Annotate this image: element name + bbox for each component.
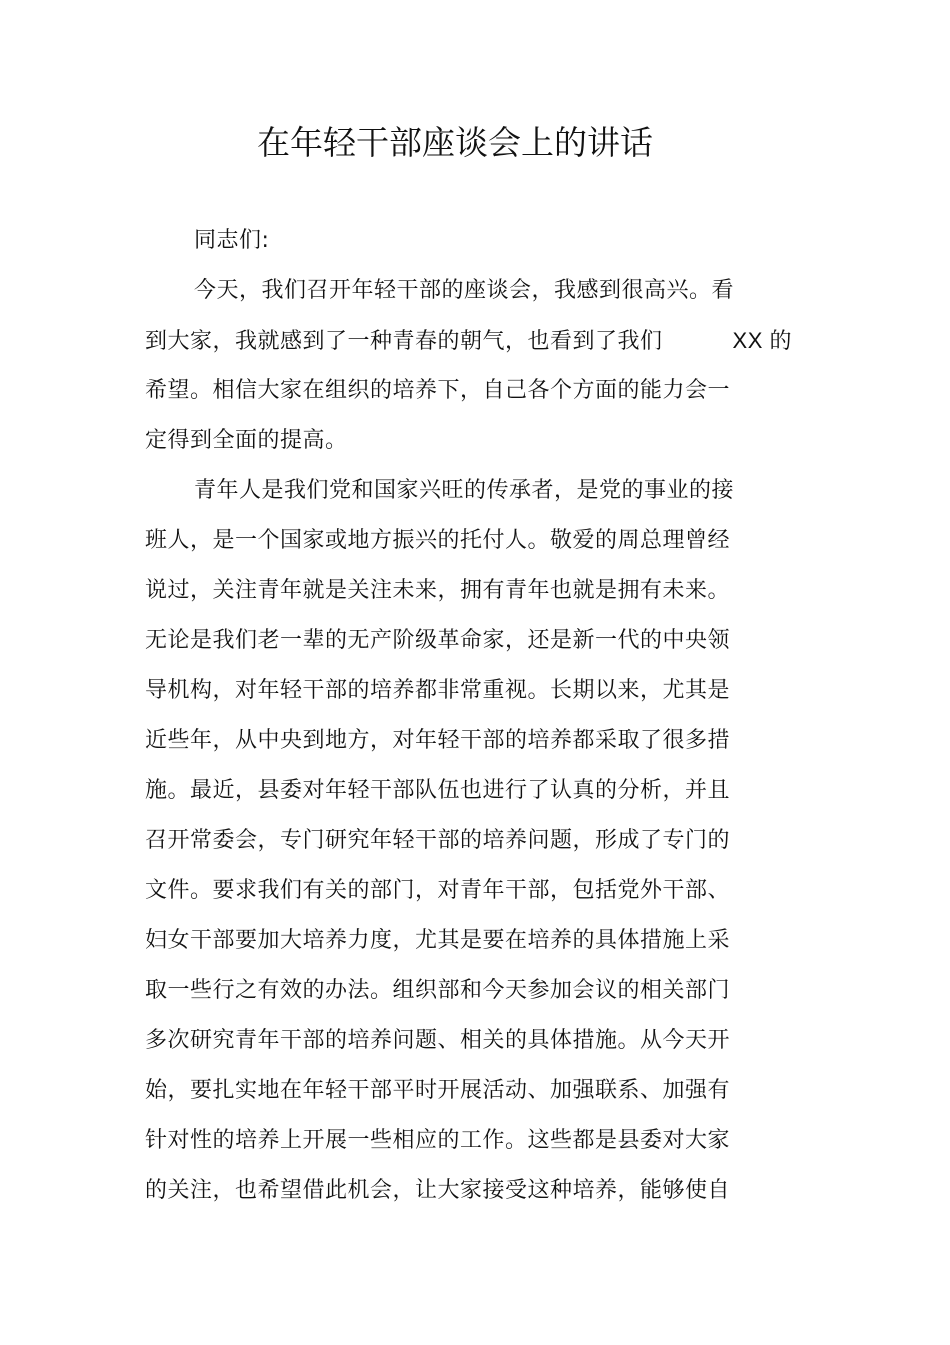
paragraph-line: 定得到全面的提高。 — [145, 428, 348, 453]
paragraph-line: 班人，是一个国家或地方振兴的托付人。敬爱的周总理曾经 — [145, 528, 731, 553]
paragraph-line: 召开常委会，专门研究年轻干部的培养问题，形成了专门的 — [145, 828, 731, 853]
paragraph-line: 施。最近，县委对年轻干部队伍也进行了认真的分析，并且 — [145, 778, 731, 803]
paragraph-line: 说过，关注青年就是关注未来，拥有青年也就是拥有未来。 — [145, 578, 731, 603]
document-title: 在年轻干部座谈会上的讲话 — [257, 123, 653, 162]
paragraph-line: 近些年，从中央到地方，对年轻干部的培养都采取了很多措 — [145, 728, 731, 753]
paragraph-line: 取一些行之有效的办法。组织部和今天参加会议的相关部门 — [145, 978, 731, 1003]
paragraph-line: 导机构，对年轻干部的培养都非常重视。长期以来，尤其是 — [145, 678, 731, 703]
paragraph-line: 妇女干部要加大培养力度，尤其是要在培养的具体措施上采 — [145, 928, 731, 953]
paragraph-line: 的关注，也希望借此机会，让大家接受这种培养，能够使自 — [145, 1178, 731, 1203]
paragraph-line: 无论是我们老一辈的无产阶级革命家，还是新一代的中央领 — [145, 628, 731, 653]
placeholder-xx: XX 的 — [732, 328, 792, 353]
paragraph-line-text: 到大家，我就感到了一种青春的朝气，也看到了我们 — [145, 329, 663, 354]
paragraph-line: 文件。要求我们有关的部门，对青年干部，包括党外干部、 — [145, 878, 731, 903]
paragraph-line: 始，要扎实地在年轻干部平时开展活动、加强联系、加强有 — [145, 1078, 731, 1103]
paragraph-line: 针对性的培养上开展一些相应的工作。这些都是县委对大家 — [145, 1128, 731, 1153]
paragraph-line: 今天，我们召开年轻干部的座谈会，我感到很高兴。看 — [194, 278, 735, 303]
paragraph-line — [145, 316, 805, 366]
paragraph-line: 希望。相信大家在组织的培养下，自己各个方面的能力会一 — [145, 378, 731, 403]
paragraph-line: 多次研究青年干部的培养问题、相关的具体措施。从今天开 — [145, 1028, 731, 1053]
salutation: 同志们: — [194, 228, 270, 253]
paragraph-line: 青年人是我们党和国家兴旺的传承者，是党的事业的接 — [194, 478, 735, 503]
